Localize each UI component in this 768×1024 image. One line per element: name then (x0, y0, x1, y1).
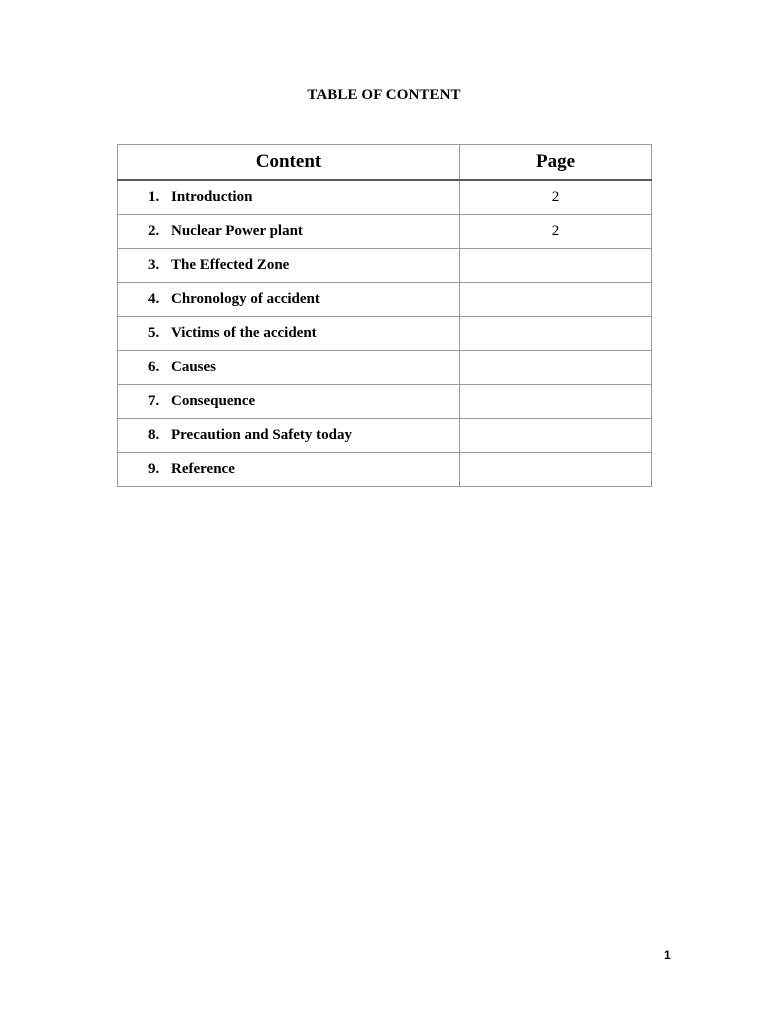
table-row (118, 351, 652, 385)
entry-number: 6. (148, 359, 160, 375)
toc-entry (118, 419, 460, 453)
entry-page (460, 419, 651, 427)
entry-number: 8. (148, 427, 160, 443)
entry-label: Precaution and Safety today (171, 427, 352, 443)
toc-entry (118, 283, 460, 317)
toc-page-cell (460, 283, 652, 317)
entry-page (460, 453, 651, 461)
toc-header (118, 145, 652, 181)
table-row (118, 453, 652, 487)
table-row (118, 215, 652, 249)
entry-page (460, 351, 651, 359)
entry-page: 2 (551, 223, 560, 239)
entry-number: 2. (148, 223, 160, 239)
toc-entry (118, 317, 460, 351)
toc-page-cell (460, 419, 652, 453)
content-column-header: Content (118, 145, 460, 181)
toc-header-row (118, 145, 652, 181)
document-title: TABLE OF CONTENT (307, 87, 461, 103)
entry-number: 1. (148, 189, 160, 205)
entry-label: Nuclear Power plant (171, 223, 303, 239)
entry-label: Introduction (171, 189, 253, 205)
toc-page-cell (460, 249, 652, 283)
toc-page-cell (460, 385, 652, 419)
toc-page-cell (460, 453, 652, 487)
entry-label: Consequence (171, 393, 256, 409)
entry-page (460, 385, 651, 393)
table-row (118, 385, 652, 419)
page-number: 1 (664, 948, 671, 962)
entry-label: Victims of the accident (171, 325, 317, 341)
entry-number: 3. (148, 257, 160, 273)
toc-entry (118, 249, 460, 283)
entry-label: Causes (171, 359, 217, 375)
entry-label: Reference (171, 461, 235, 477)
toc-entry (118, 385, 460, 419)
table-row (118, 249, 652, 283)
entry-number: 5. (148, 325, 160, 341)
table-row (118, 283, 652, 317)
entry-page: 2 (551, 189, 560, 205)
toc-entry (118, 215, 460, 249)
table-row (118, 180, 652, 215)
toc-entry (118, 453, 460, 487)
page-column-header: Page (460, 145, 652, 181)
toc-entry (118, 351, 460, 385)
entry-page (460, 317, 651, 325)
toc-page-cell (460, 351, 652, 385)
table-row (118, 419, 652, 453)
toc-body (118, 180, 652, 487)
entry-page (460, 283, 651, 291)
entry-label: The Effected Zone (171, 257, 290, 273)
entry-number: 4. (148, 291, 160, 307)
table-row (118, 317, 652, 351)
entry-number: 7. (148, 393, 160, 409)
toc-page-cell (460, 180, 652, 215)
toc-entry (118, 180, 460, 215)
entry-number: 9. (148, 461, 160, 477)
entry-page (460, 249, 651, 257)
entry-label: Chronology of accident (171, 291, 320, 307)
toc-page-cell (460, 215, 652, 249)
toc-page-cell (460, 317, 652, 351)
table-of-contents (117, 144, 652, 487)
